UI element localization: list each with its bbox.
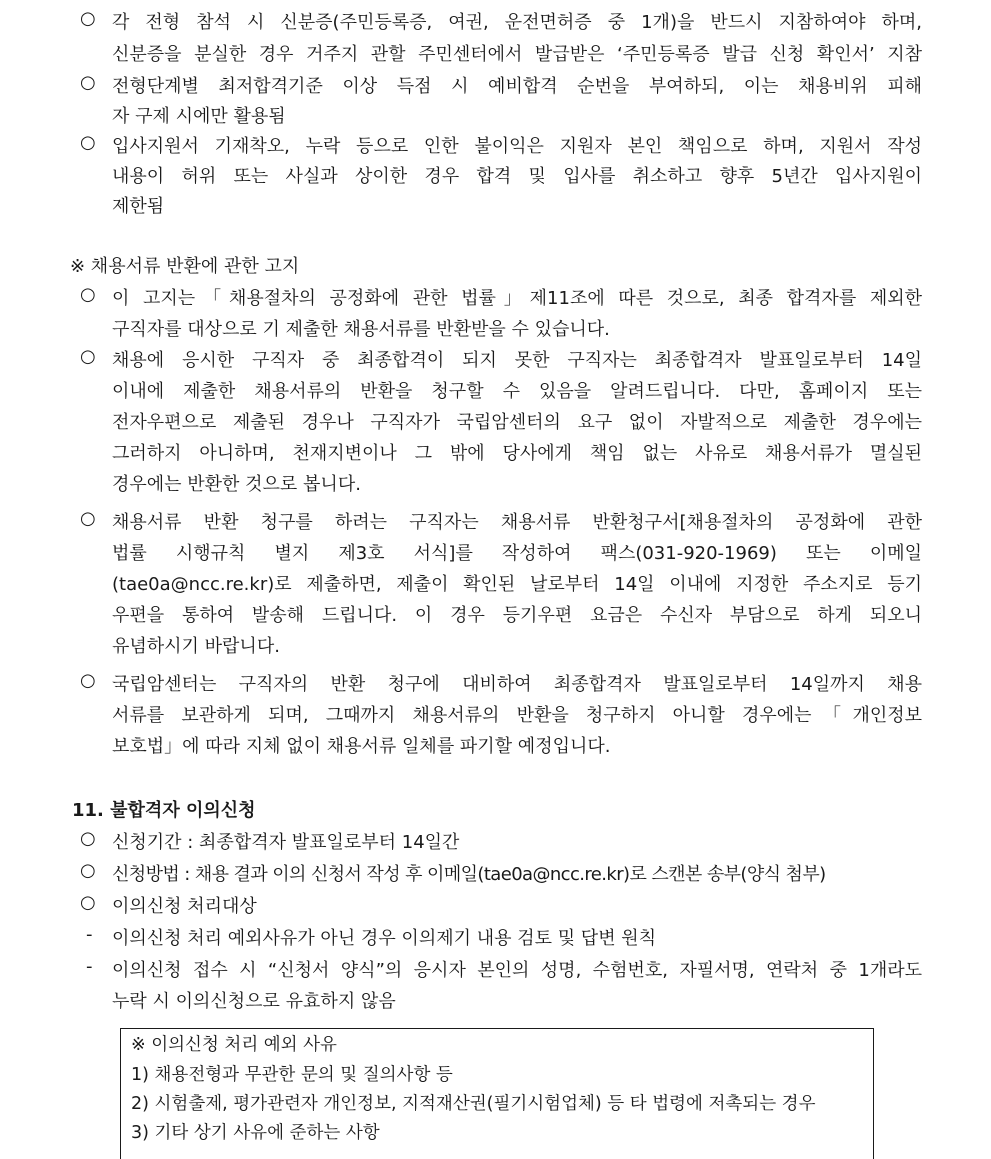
section-heading: 11. 불합격자 이의신청	[72, 800, 256, 821]
return-notice-heading: ※ 채용서류 반환에 관한 고지	[70, 256, 300, 277]
exception-box-line: 3) 기타 상기 사유에 준하는 사항	[131, 1123, 380, 1143]
text-line: 입사지원서 기재착오, 누락 등으로 인한 불이익은 지원자 본인 책임으로 하며, 지원서 작성	[112, 136, 922, 157]
exception-notice-box	[120, 1028, 874, 1159]
exception-box-line: 1) 채용전형과 무관한 문의 및 질의사항 등	[131, 1065, 453, 1085]
text-line: 자 구제 시에만 활용됨	[112, 106, 286, 127]
text-line: 신청방법 : 채용 결과 이의 신청서 작성 후 이메일(tae0a@ncc.re.kr)로 스캔본 송부(양식 첨부)	[112, 864, 826, 885]
text-line: 경우에는 반환한 것으로 봅니다.	[112, 474, 361, 495]
circle-bullet: ○	[80, 132, 96, 153]
circle-bullet: ○	[80, 892, 96, 913]
circle-bullet: ○	[80, 8, 96, 29]
exception-box-line: 2) 시험출제, 평가관련자 개인정보, 지적재산권(필기시험업체) 등 타 법령에 저촉되는 경우	[131, 1094, 816, 1114]
text-line: 이내에 제출한 채용서류의 반환을 청구할 수 있음을 알려드립니다. 다만, 홈페이지 또는	[112, 381, 922, 402]
text-line: 국립암센터는 구직자의 반환 청구에 대비하여 최종합격자 발표일로부터 14일까지 채용	[112, 674, 922, 695]
text-line: 그러하지 아니하며, 천재지변이나 그 밖에 당사에게 책임 없는 사유로 채용서류가 멸실된	[112, 443, 922, 464]
text-line: 법률 시행규칙 별지 제3호 서식]를 작성하여 팩스(031-920-1969) 또는 이메일	[112, 543, 922, 564]
circle-bullet: ○	[80, 860, 96, 881]
exception-box-title: ※ 이의신청 처리 예외 사유	[131, 1035, 337, 1055]
text-line: 구직자를 대상으로 기 제출한 채용서류를 반환받을 수 있습니다.	[112, 319, 610, 340]
text-line: 이의신청 접수 시 “신청서 양식”의 응시자 본인의 성명, 수험번호, 자필서명, 연락처 중 1개라도	[112, 960, 922, 981]
text-line: 채용서류 반환 청구를 하려는 구직자는 채용서류 반환청구서[채용절차의 공정화에 관한	[112, 512, 922, 533]
text-line: 이의신청 처리 예외사유가 아닌 경우 이의제기 내용 검토 및 답변 원칙	[112, 928, 657, 949]
text-line: 유념하시기 바랍니다.	[112, 636, 280, 657]
text-line: 전형단계별 최저합격기준 이상 득점 시 예비합격 순번을 부여하되, 이는 채용비위 피해	[112, 76, 922, 97]
circle-bullet: ○	[80, 670, 96, 691]
dash-bullet: -	[86, 956, 93, 977]
text-line: 누락 시 이의신청으로 유효하지 않음	[112, 991, 396, 1012]
text-line: (tae0a@ncc.re.kr)로 제출하면, 제출이 확인된 날로부터 14일 이내에 지정한 주소지로 등기	[112, 574, 922, 595]
circle-bullet: ○	[80, 508, 96, 529]
text-line: 이 고지는「채용절차의 공정화에 관한 법률」제11조에 따른 것으로, 최종 합격자를 제외한	[112, 288, 922, 309]
circle-bullet: ○	[80, 828, 96, 849]
text-line: 신청기간 : 최종합격자 발표일로부터 14일간	[112, 832, 460, 853]
text-line: 서류를 보관하게 되며, 그때까지 채용서류의 반환을 청구하지 아니할 경우에는「개인정보	[112, 705, 922, 726]
text-line: 신분증을 분실한 경우 거주지 관할 주민센터에서 발급받은 ‘주민등록증 발급 신청 확인서’ 지참	[112, 44, 922, 65]
text-line: 우편을 통하여 발송해 드립니다. 이 경우 등기우편 요금은 수신자 부담으로 하게 되오니	[112, 605, 922, 626]
circle-bullet: ○	[80, 346, 96, 367]
text-line: 이의신청 처리대상	[112, 896, 257, 917]
text-line: 제한됨	[112, 196, 165, 217]
text-line: 내용이 허위 또는 사실과 상이한 경우 합격 및 입사를 취소하고 향후 5년간 입사지원이	[112, 166, 922, 187]
circle-bullet: ○	[80, 284, 96, 305]
dash-bullet: -	[86, 924, 93, 945]
text-line: 보호법」에 따라 지체 없이 채용서류 일체를 파기할 예정입니다.	[112, 736, 611, 757]
circle-bullet: ○	[80, 72, 96, 93]
text-line: 전자우편으로 제출된 경우나 구직자가 국립암센터의 요구 없이 자발적으로 제출한 경우에는	[112, 412, 922, 433]
text-line: 채용에 응시한 구직자 중 최종합격이 되지 못한 구직자는 최종합격자 발표일로부터 14일	[112, 350, 922, 371]
text-line: 각 전형 참석 시 신분증(주민등록증, 여권, 운전면허증 중 1개)을 반드시 지참하여야 하며,	[112, 12, 922, 33]
